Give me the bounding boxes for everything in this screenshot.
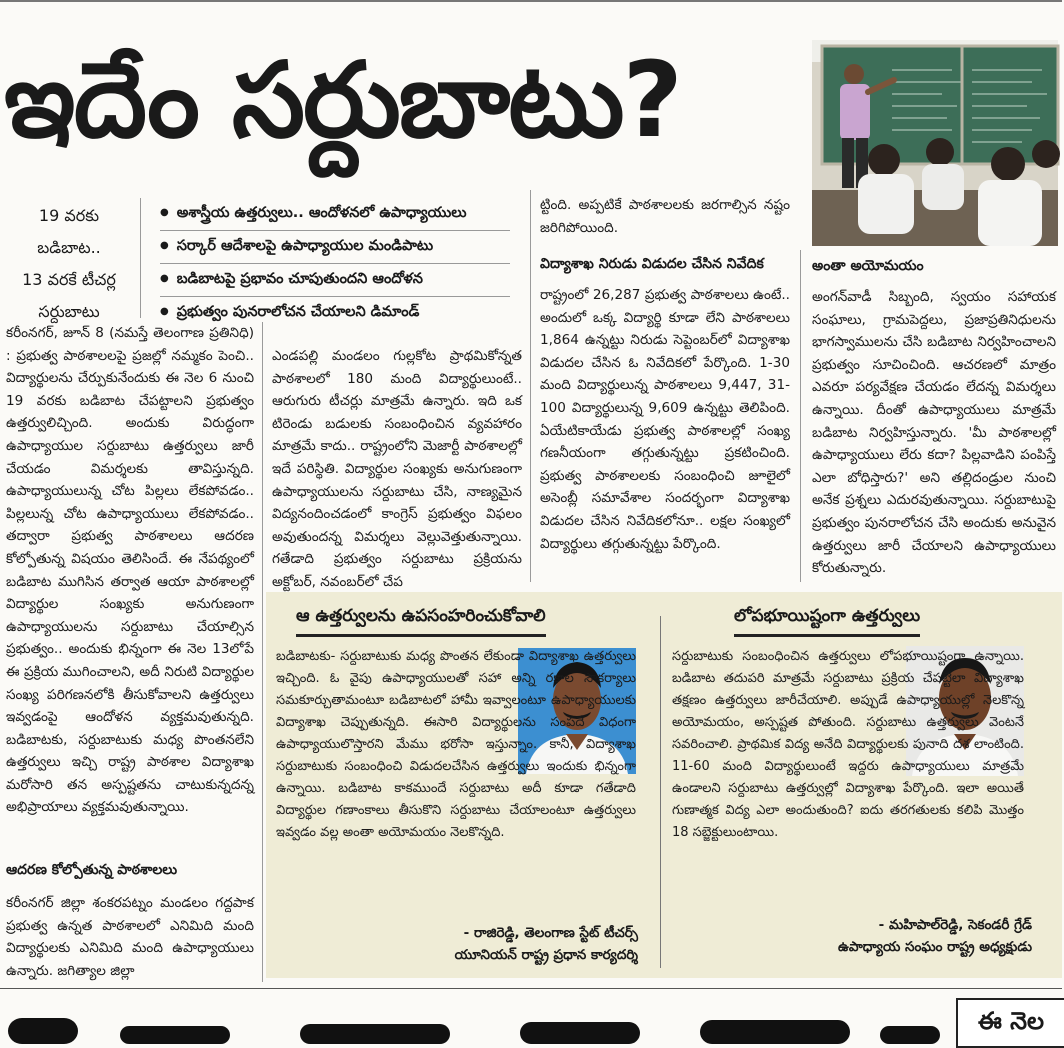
bullet-item: ● అశాస్త్రీయ ఉత్తర్వులు.. ఆందోళనలో ఉపాధ్యాయులు: [160, 198, 510, 231]
box2-sig-title: ఉపాధ్యాయ సంఘం రాష్ట్ర అధ్యక్షుడు: [838, 939, 1032, 955]
col1-body-2: కరీంనగర్ జిల్లా శంకరపట్నం మండలం గద్దపాక ప్రభుత్వ ఉన్నత పాఠశాలలో ఎనిమిది మంది విద్యార్థులకు ఎనిమిది మంది ఉపాధ్యాయులు ఉన్నారు. జగిత్యాల జిల్లా: [6, 895, 254, 979]
title-underline: [734, 634, 920, 637]
box1-signature: [276, 922, 638, 966]
col1-subhead: ఆదరణ కోల్పోతున్న పాఠశాలలు: [6, 862, 178, 878]
column-rule: [530, 190, 531, 582]
box-divider: [660, 616, 661, 968]
kicker-line: 13 వరకే టీచర్ల: [22, 270, 116, 289]
top-rule: [0, 0, 1062, 8]
col4-subhead: అంతా అయోమయం: [812, 258, 924, 274]
bullet-item: ● బడిబాటపై ప్రభావం చూపుతుందని ఆందోళన: [160, 264, 510, 297]
box2-sig-name: - మహిపాల్‌రెడ్డి, సెకండరీ గ్రేడ్: [878, 917, 1032, 933]
kicker-divider: [140, 198, 141, 318]
box2-title: [734, 606, 920, 630]
kicker-line: సర్దుబాటు: [38, 302, 100, 321]
kicker-line: బడిబాట..: [37, 238, 101, 257]
kicker-line: 19 వరకు: [38, 206, 100, 225]
footer-label: ఈ నెల: [977, 1007, 1045, 1035]
bullet-item: ● సర్కార్ ఆదేశాలపై ఉపాధ్యాయుల మండిపాటు: [160, 231, 510, 264]
box2-signature: [672, 914, 1032, 958]
column-rule: [262, 322, 263, 982]
col3-subhead: విద్యాశాఖ నిరుడు విడుదల చేసిన నివేదిక: [540, 256, 764, 272]
box2-body: సర్దుబాటుకు సంబంధించిన ఉత్తర్వులు లోపభూయిష్టంగా ఉన్నాయి. బడిబాట తదుపరి మాత్రమే సర్దుబాటు ప్రక్రియ చేపట్టేలా విద్యాశాఖ తక్షణం ఉత్తర్వులు జారీచేయాలి. అప్పుడే ఉపాధ్యాయుల్లో నెలకొన్న అయోమయం, అస్పష్టత పోతుంది. సర్దుబాటు ఉత్తర్వులు వెంటనే సవరించాలి. ప్రాథమిక విద్య అనేది విద్యార్థులకు పునాది దశ లాంటింది. 11-60 మంది విద్యార్థులుంటే ఇద్దరు ఉపాధ్యాయులు మాత్రమే ఉండాలని సర్దుబాటు ఉత్తర్వుల్లో విద్యాశాఖ పేర్కొంది. ఇలా అయితే గుణాత్మక విద్య ఎలా అందుతుంది? ఐదు తరగతులకు కలిపి మొత్తం 18 సబ్జెక్టులుంటాయి.: [672, 649, 1024, 840]
box1-body: బడిబాటకు- సర్దుబాటుకు మధ్య పొంతన లేకుండా విద్యాశాఖ ఉత్తర్వులు ఇచ్చింది. ఓ వైపు ఉపాధ్యాయులతో సహా అన్ని రకాల సౌకర్యాలు సమకూర్చుతామంటూ బడిబాటలో హామీ ఇవ్వాలంటూ ఉపాధ్యాయులకు విద్యాశాఖ చెప్పుతున్నది. ఈసారి విద్యార్థులను సంపదే విధంగా ఉపాధ్యాయులొస్తారని మేము భరోసా ఇస్తున్నాం. కానీ, విద్యాశాఖ సర్దుబాటుకు సంబంధించి విడుదలచేసిన ఉత్తర్వులు ఇందుకు భిన్నంగా ఉన్నాయి. బడిబాట కాకముందే సర్దుబాటు అదీ కూడా గతేడాది విద్యార్థుల గణాంకాలు తీసుకొని సర్దుబాటు చేయాలంటూ ఉత్తర్వులు ఇవ్వడం వల్ల అంతా అయోమయం నెలకొన్నది.: [276, 649, 636, 840]
box1-sig-title: యూనియన్ రాష్ట్ర ప్రధాన కార్యదర్శి: [454, 947, 638, 963]
title-underline: [296, 634, 546, 637]
col3-body: రాష్ట్రంలో 26,287 ప్రభుత్వ పాఠశాలలు ఉంటే.. అందులో ఒక్క విద్యార్థి కూడా లేని పాఠశాలలు 1,864 ఉన్నట్టు నిరుడు సెప్టెంబర్‌లో విద్యాశాఖ విడుదల చేసిన ఓ నివేదికలో పేర్కొంది. 1-30 మంది విద్యార్థులున్న పాఠశాలలు 9,447, 31-100 విద్యార్థులున్న 9,609 ఉన్నట్టు తెలిపింది. ఏయేటికాయేడు ప్రభుత్వ పాఠశాలల్లో సంఖ్య గణనీయంగా తగ్గుతున్నట్టు ప్రకటించింది. ప్రభుత్వ పాఠశాలలకు సంబంధించి జూలైలో అసెంబ్లీ సమావేశాల సందర్భంగా విద్యాశాఖ విడుదల చేసిన నివేదికలోనూ.. లక్షల సంఖ్యలో విద్యార్థులు తగ్గుతున్నట్టు పేర్కొంది.: [540, 287, 790, 552]
box1-title-text: ఆ ఉత్తర్వులను ఉపసంహరించుకోవాలి: [296, 606, 546, 626]
box1-sig-name: - రాజిరెడ్డి, తెలంగాణ స్టేట్ టీచర్స్: [463, 925, 638, 941]
bullet-item: ● ప్రభుత్వం పునరాలోచన చేయాలని డిమాండ్: [160, 297, 510, 329]
bullet-list: [160, 198, 510, 329]
col3-top: ట్టింది. అప్పటికే పాఠశాలలకు జరగాల్సిన నష్టం జరిగిపోయింది.: [540, 197, 790, 236]
col1-body: కరీంనగర్, జూన్ 8 (నమస్తే తెలంగాణ ప్రతినిధి) : ప్రభుత్వ పాఠశాలలపై ప్రజల్లో నమ్మకం పెంచి.. విద్యార్థులను చేర్పుకునేందుకు ఈ నెల 6 నుంచి 19 వరకు బడిబాట చేపట్టాలని ప్రభుత్వం ఉత్తర్వులిచ్చింది. అందుకు విరుద్ధంగా ఉపాధ్యాయుల సర్దుబాటు ఉత్తర్వులు జారీ చేయడం విమర్శలకు తావిస్తున్నది. ఉపాధ్యాయులున్న చోట పిల్లలు లేకపోవడం.. పిల్లలున్న చోట ఉపాధ్యాయులు లేకపోవడం.. తద్వారా ప్రభుత్వ పాఠశాలలు ఆదరణ కోల్పోతున్న విషయం తెలిసిందే. ఈ నేపథ్యంలో బడిబాట ముగిసిన తర్వాత ఆయా పాఠశాలల్లో విద్యార్థుల సంఖ్యకు అనుగుణంగా ఉపాధ్యాయులను సర్దుబాటు చేయాల్సిన ప్రభుత్వం.. అందుకు భిన్నంగా ఈ నెల 13లోపే ఈ ప్రక్రియ ముగించాలని, అదీ నిరుటి విద్యార్థుల సంఖ్య పరిగణనలోకి తీసుకోవాలని ఉత్తర్వులు ఇవ్వడంపై ఆందోళన వ్యక్తమవుతున్నది. బడిబాటకు, సర్దుబాటుకు మధ్య పొంతనలేని ఉత్తర్వులు ఇచ్చి రాష్ట్ర పాఠశాల విద్యాశాఖ మరోసారి తన అస్పష్టతను చాటుకున్నదన్న అభిప్రాయాలు వ్యక్తమవుతున్నాయి.: [6, 325, 254, 816]
col2-body: ఎండపల్లి మండలం గుల్లకోట ప్రాథమికోన్నత పాఠశాలలో 180 మంది విద్యార్థులుంటే.. ఆరుగురు టీచర్లు మాత్రమే ఉన్నారు. ఇది ఒక టిరెండు బడులకు సంబంధించిన వ్యవహారం మాత్రమే కాదు.. రాష్ట్రంలోని మెజార్టీ పాఠశాలల్లో ఇదే పరిస్థితి. విద్యార్థుల సంఖ్యకు అనుగుణంగా ఉపాధ్యాయులను సర్దుబాటు చేసి, నాణ్యమైన విద్యనందించడంలో కాంగ్రెస్ ప్రభుత్వం విఫలం అవుతుందన్న విమర్శలు వెల్లువెత్తుతున్నాయి. గతేడాది ప్రభుత్వం సర్దుబాటు ప్రక్రియను అక్టోబర్, నవంబర్‌లో చేప: [272, 348, 522, 590]
col4-body: అంగన్‌వాడీ సిబ్బంది, స్వయం సహాయక సంఘాలు, గ్రామపెద్దలు, ప్రజాప్రతినిధులను భాగస్వాములను చేసి బడిబాట నిర్వహించాలని ప్రభుత్వం సూచించింది. ఆచరణలో మాత్రం ఎవరూ పర్యవేక్షణ చేయడం లేదన్న విమర్శలు ఉన్నాయి. దీంతో ఉపాధ్యాయులు మాత్రమే బడిబాట నిర్వహిస్తున్నారు. 'మీ పాఠశాలల్లో ఉపాధ్యాయులు లేరు కదా? పిల్లవాడిని పంపిస్తే ఎలా బోధిస్తారు?' అని తల్లిదండ్రుల నుంచి అనేక ప్రశ్నలు ఎదురవుతున్నాయి. సర్దుబాటుపై ప్రభుత్వం పునరాలోచన చేసి అందుకు అనువైన ఉత్తర్వులు జారీ చేయాలని ఉపాధ్యాయులు కోరుతున్నారు.: [812, 289, 1056, 577]
footer-label-box: [956, 998, 1064, 1048]
kicker: [8, 200, 130, 328]
box2-title-text: లోపభూయిష్టంగా ఉత్తర్వులు: [734, 606, 921, 626]
next-article-headline-fragment: [0, 996, 1062, 1044]
column-rule: [800, 250, 801, 582]
classroom-photo: [812, 40, 1058, 246]
box1-title: [296, 606, 546, 630]
section-rule: [0, 988, 1062, 989]
page-headline: ఇదేం సర్దుబాటు?: [4, 39, 681, 161]
